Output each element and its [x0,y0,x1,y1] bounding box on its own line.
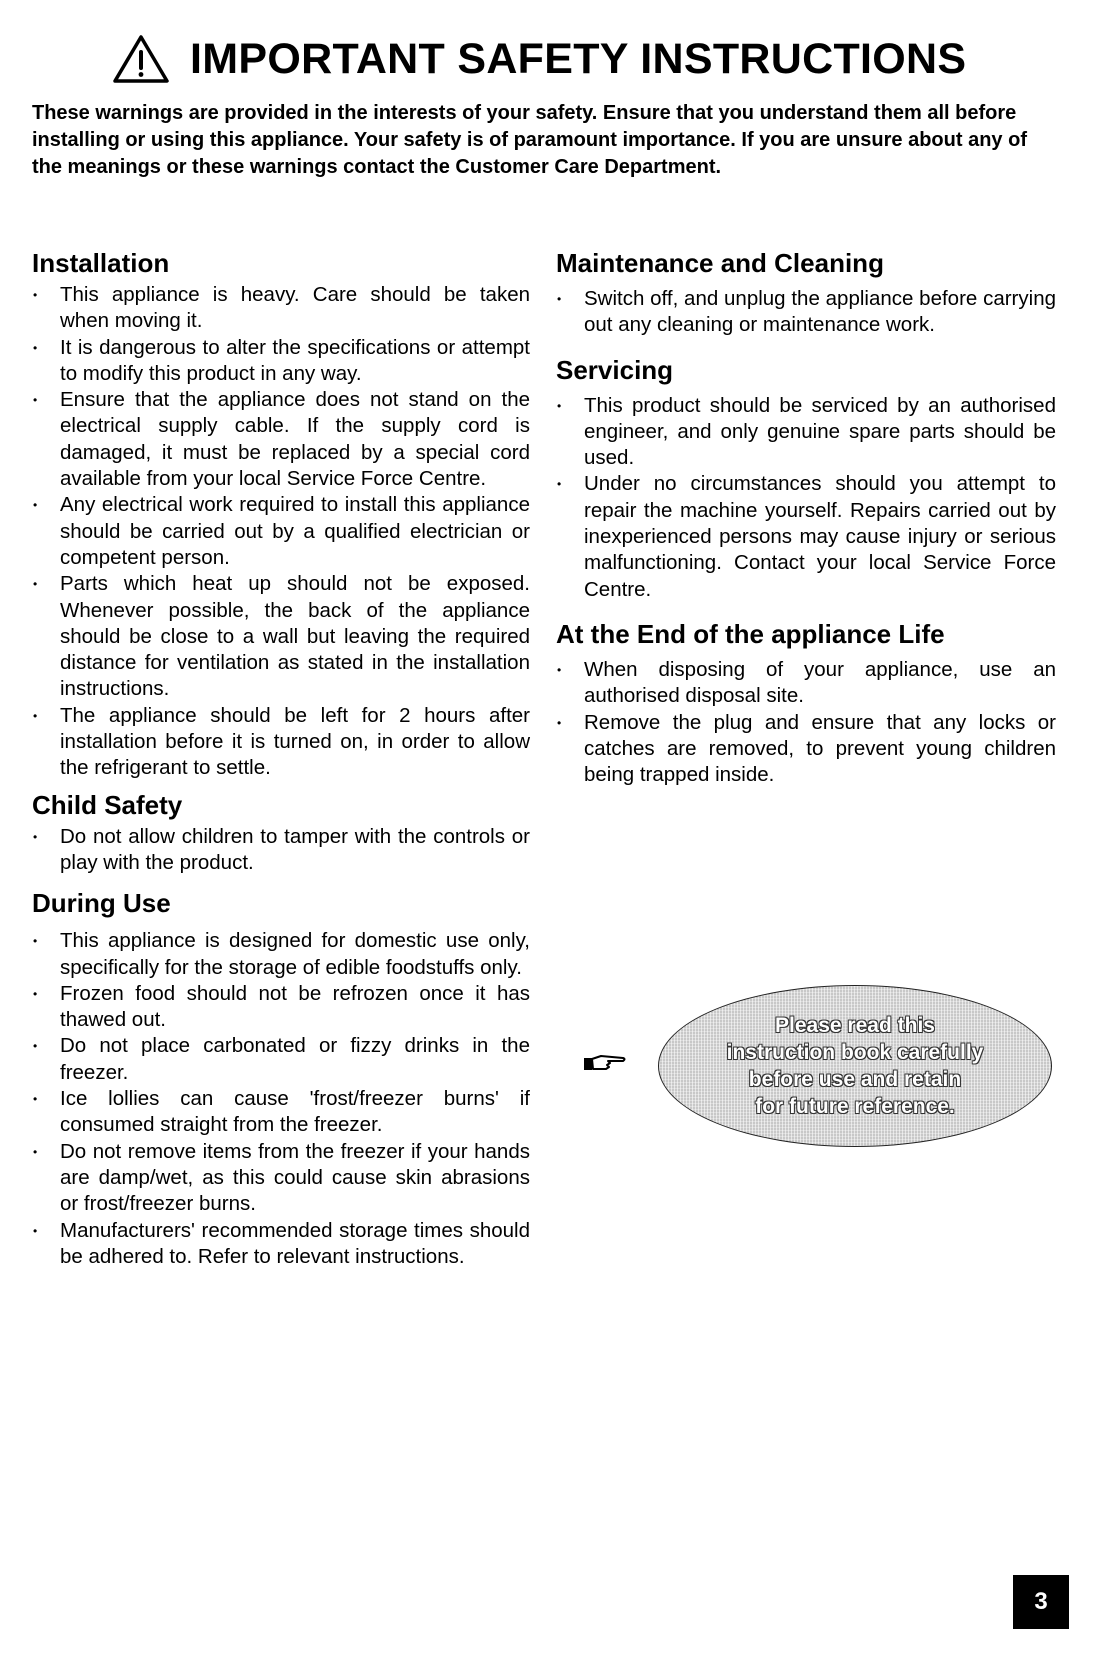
list-item: • Remove the plug and ensure that any locks or catches are removed, to prevent young children being trapped inside. [556,710,1056,789]
pointing-hand-icon [583,1052,627,1074]
section-heading: At the End of the appliance Life [556,618,945,649]
section-installation [32,246,530,782]
left-column [32,246,530,1276]
callout-line: Please read this [775,1014,935,1037]
warning-triangle-icon [112,34,170,84]
page-title: IMPORTANT SAFETY INSTRUCTIONS [190,34,967,83]
callout-line: instruction book carefully [726,1041,984,1064]
bullet-list [32,282,530,782]
section-heading: Servicing [556,354,674,385]
list-item: • Do not allow children to tamper with the controls or play with the product. [32,824,530,877]
section-servicing [556,353,1056,603]
list-item: • This appliance is heavy. Care should be taken when moving it. [32,282,530,335]
section-maintenance [556,246,1056,339]
list-item: • Ensure that the appliance does not stand on the electrical supply cable. If the supply cord is damaged, it must be replaced by a special cord available from your local Service Force Centre. [32,387,530,492]
list-item: • The appliance should be left for 2 hours after installation before it is turned on, in order to allow the refrigerant to settle. [32,703,530,782]
bullet-list [556,393,1056,603]
read-instructions-callout [658,985,1052,1147]
list-item: • Do not remove items from the freezer if your hands are damp/wet, as this could cause skin abrasions or frost/freezer burns. [32,1139,530,1218]
section-heading: Maintenance and Cleaning [556,248,884,278]
section-child-safety [32,788,530,877]
callout-line: for future reference. [755,1095,955,1118]
list-item: • It is dangerous to alter the specifications or attempt to modify this product in any way. [32,335,530,388]
section-heading: Installation [32,248,170,278]
bullet-list [32,824,530,877]
callout-line: before use and retain [748,1068,962,1091]
list-item: • Do not place carbonated or fizzy drinks in the freezer. [32,1033,530,1086]
section-heading: During Use [32,888,171,919]
bullet-list [556,657,1056,788]
page-header [112,34,966,84]
list-item: • Under no circumstances should you attempt to repair the machine yourself. Repairs carried out by inexperienced persons may cause injury or serious malfunctioning. Contact your local Service Force Centre. [556,471,1056,602]
list-item: • Any electrical work required to install this appliance should be carried out by a qualified electrician or competent person. [32,492,530,571]
list-item: • This product should be serviced by an authorised engineer, and only genuine spare parts should be used. [556,393,1056,472]
list-item: • This appliance is designed for domestic use only, specifically for the storage of edible foodstuffs only. [32,928,530,981]
list-item: • Ice lollies can cause 'frost/freezer burns' if consumed straight from the freezer. [32,1086,530,1139]
section-during-use [32,886,530,1270]
list-item: • Parts which heat up should not be exposed. Whenever possible, the back of the appliance should be close to a wall but leaving the required distance for ventilation as stated in the installation instructions. [32,571,530,702]
intro-paragraph: These warnings are provided in the interests of your safety. Ensure that you understand them all before installing or using this appliance. Your safety is of paramount importance. If you are unsure about any of the meanings or these warnings contact the Customer Care Department. [32,102,1027,178]
list-item: • When disposing of your appliance, use an authorised disposal site. [556,657,1056,710]
list-item: • Switch off, and unplug the appliance before carrying out any cleaning or maintenance work. [556,286,1056,339]
section-heading: Child Safety [32,789,183,820]
bullet-list [32,928,530,1270]
bullet-list [556,286,1056,339]
list-item: • Frozen food should not be refrozen once it has thawed out. [32,981,530,1034]
list-item: • Manufacturers' recommended storage times should be adhered to. Refer to relevant instructions. [32,1218,530,1271]
section-end-of-life [556,617,1056,788]
page-number: 3 [1013,1575,1069,1629]
right-column [556,246,1056,802]
